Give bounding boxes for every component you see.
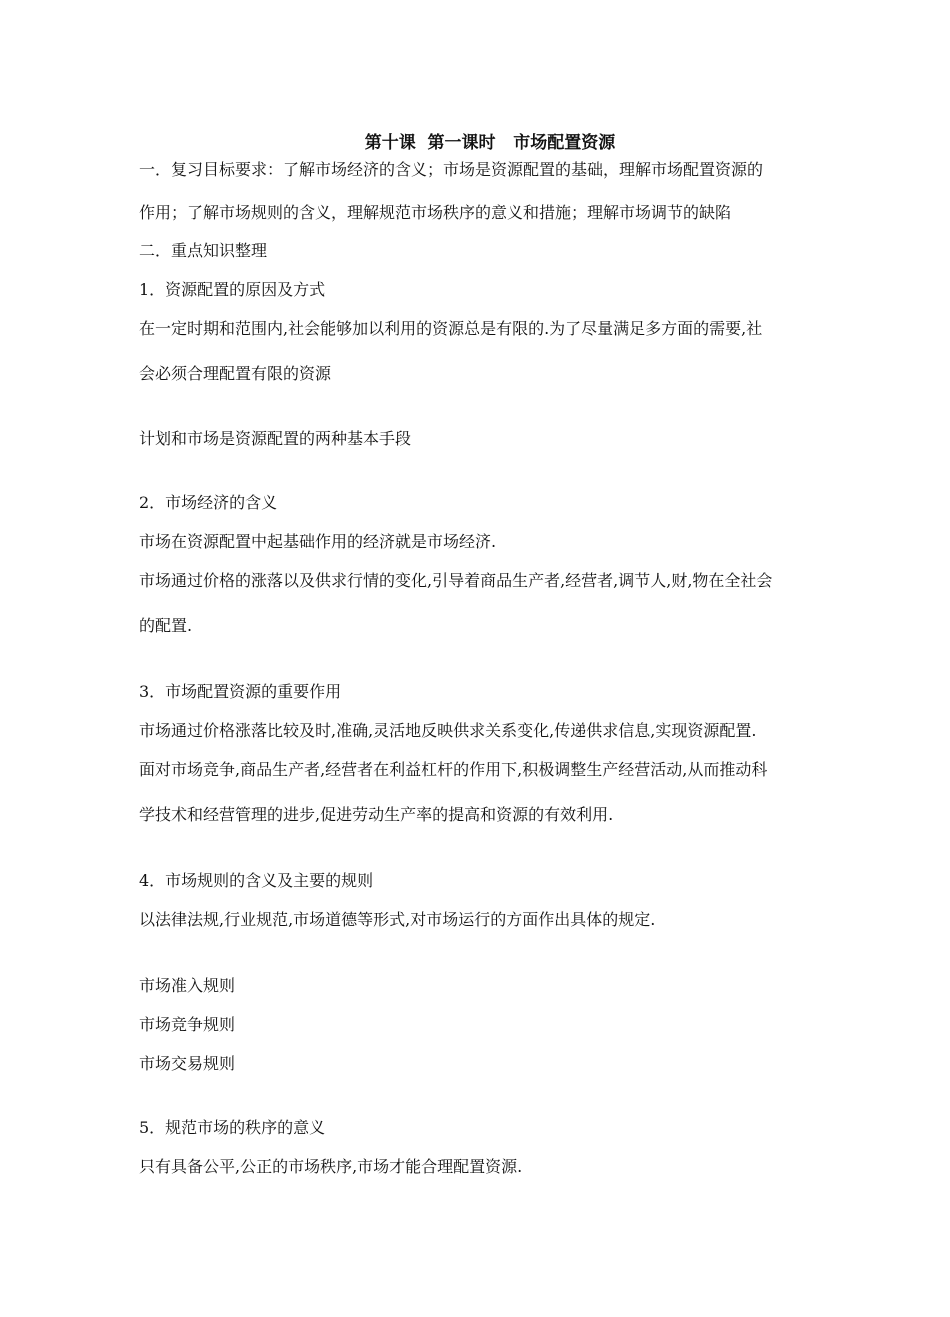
paragraph-line: 的配置. xyxy=(139,616,193,635)
paragraph-line: 计划和市场是资源配置的两种基本手段 xyxy=(139,429,412,448)
paragraph-line: 只有具备公平,公正的市场秩序,市场才能合理配置资源. xyxy=(139,1157,523,1176)
rule-item: 市场准入规则 xyxy=(139,976,236,995)
rule-item: 市场交易规则 xyxy=(139,1054,236,1073)
goal-line-1: 一．复习目标要求：了解市场经济的含义；市场是资源配置的基础，理解市场配置资源的 xyxy=(139,160,764,179)
paragraph-line: 面对市场竞争,商品生产者,经营者在利益杠杆的作用下,积极调整生产经营活动,从而推动科 xyxy=(139,760,768,779)
paragraph-line: 市场通过价格的涨落以及供求行情的变化,引导着商品生产者,经营者,调节人,财,物在全社会 xyxy=(139,571,773,590)
paragraph-line: 在一定时期和范围内,社会能够加以利用的资源总是有限的.为了尽量满足多方面的需要,社 xyxy=(139,319,763,338)
paragraph-line: 市场通过价格涨落比较及时,准确,灵活地反映供求关系变化,传递供求信息,实现资源配置. xyxy=(139,721,757,740)
paragraph-line: 市场在资源配置中起基础作用的经济就是市场经济. xyxy=(139,532,497,551)
item-heading-5: 5．规范市场的秩序的意义 xyxy=(139,1118,326,1137)
goal-line-2: 作用；了解市场规则的含义，理解规范市场秩序的意义和措施；理解市场调节的缺陷 xyxy=(139,203,732,222)
paragraph-line: 以法律法规,行业规范,市场道德等形式,对市场运行的方面作出具体的规定. xyxy=(139,910,656,929)
paragraph-line: 会必须合理配置有限的资源 xyxy=(139,364,332,383)
item-heading-2: 2．市场经济的含义 xyxy=(139,493,278,512)
page-title: 第十课 第一课时 市场配置资源 xyxy=(364,133,616,153)
item-heading-3: 3．市场配置资源的重要作用 xyxy=(139,682,342,701)
item-heading-1: 1．资源配置的原因及方式 xyxy=(139,280,326,299)
item-heading-4: 4．市场规则的含义及主要的规则 xyxy=(139,871,374,890)
section-heading-key-knowledge: 二．重点知识整理 xyxy=(139,241,268,260)
rule-item: 市场竞争规则 xyxy=(139,1015,236,1034)
paragraph-line: 学技术和经营管理的进步,促进劳动生产率的提高和资源的有效利用. xyxy=(139,805,614,824)
